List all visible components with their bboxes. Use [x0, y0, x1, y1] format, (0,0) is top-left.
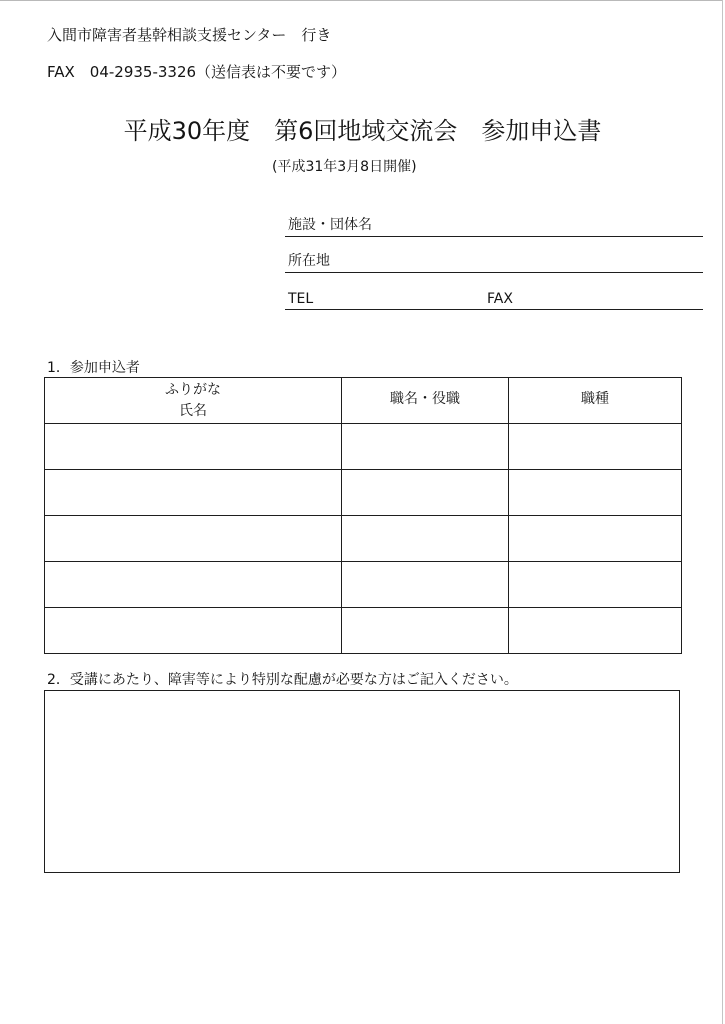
scan-edge-right [722, 0, 723, 1024]
address-field [285, 252, 703, 273]
name-cell [45, 470, 342, 516]
name-cell [45, 608, 342, 654]
table-row [45, 516, 682, 562]
scan-edge-top [0, 0, 722, 1]
occupation-cell [509, 470, 682, 516]
position-cell [342, 470, 509, 516]
applicant-table [44, 377, 682, 654]
occupation-cell [509, 516, 682, 562]
special-needs-box [44, 690, 680, 873]
position-cell [342, 608, 509, 654]
occupation-cell [509, 424, 682, 470]
form-title: 平成30年度 第6回地域交流会 参加申込書 [123, 117, 602, 145]
tel-label: TEL [288, 291, 314, 307]
name-cell [45, 562, 342, 608]
table-row [45, 608, 682, 654]
name-cell [45, 424, 342, 470]
occupation-cell [509, 562, 682, 608]
occupation-cell [509, 608, 682, 654]
header-furigana: ふりがな [165, 381, 221, 398]
header-name-cell [45, 378, 342, 424]
header-occupation: 職種 [509, 378, 682, 424]
section1-heading: 1．参加申込者 [47, 360, 140, 376]
event-date-subtitle: (平成31年3月8日開催) [272, 159, 417, 175]
recipient-line: 入間市障害者基幹相談支援センター 行き [47, 26, 332, 44]
organization-label: 施設・団体名 [288, 217, 372, 233]
tel-fax-field [285, 288, 703, 310]
table-header-row [45, 378, 682, 424]
header-name: 氏名 [179, 402, 207, 419]
organization-field [285, 216, 703, 237]
fax-label: FAX [487, 291, 513, 307]
position-cell [342, 562, 509, 608]
table-row [45, 470, 682, 516]
fax-number-line: FAX 04-2935-3326（送信表は不要です） [47, 63, 347, 81]
table-row [45, 424, 682, 470]
name-cell [45, 516, 342, 562]
table-row [45, 562, 682, 608]
section2-heading: 2．受講にあたり、障害等により特別な配慮が必要な方はご記入ください。 [47, 672, 518, 688]
position-cell [342, 516, 509, 562]
address-label: 所在地 [288, 253, 330, 269]
position-cell [342, 424, 509, 470]
header-position: 職名・役職 [342, 378, 509, 424]
